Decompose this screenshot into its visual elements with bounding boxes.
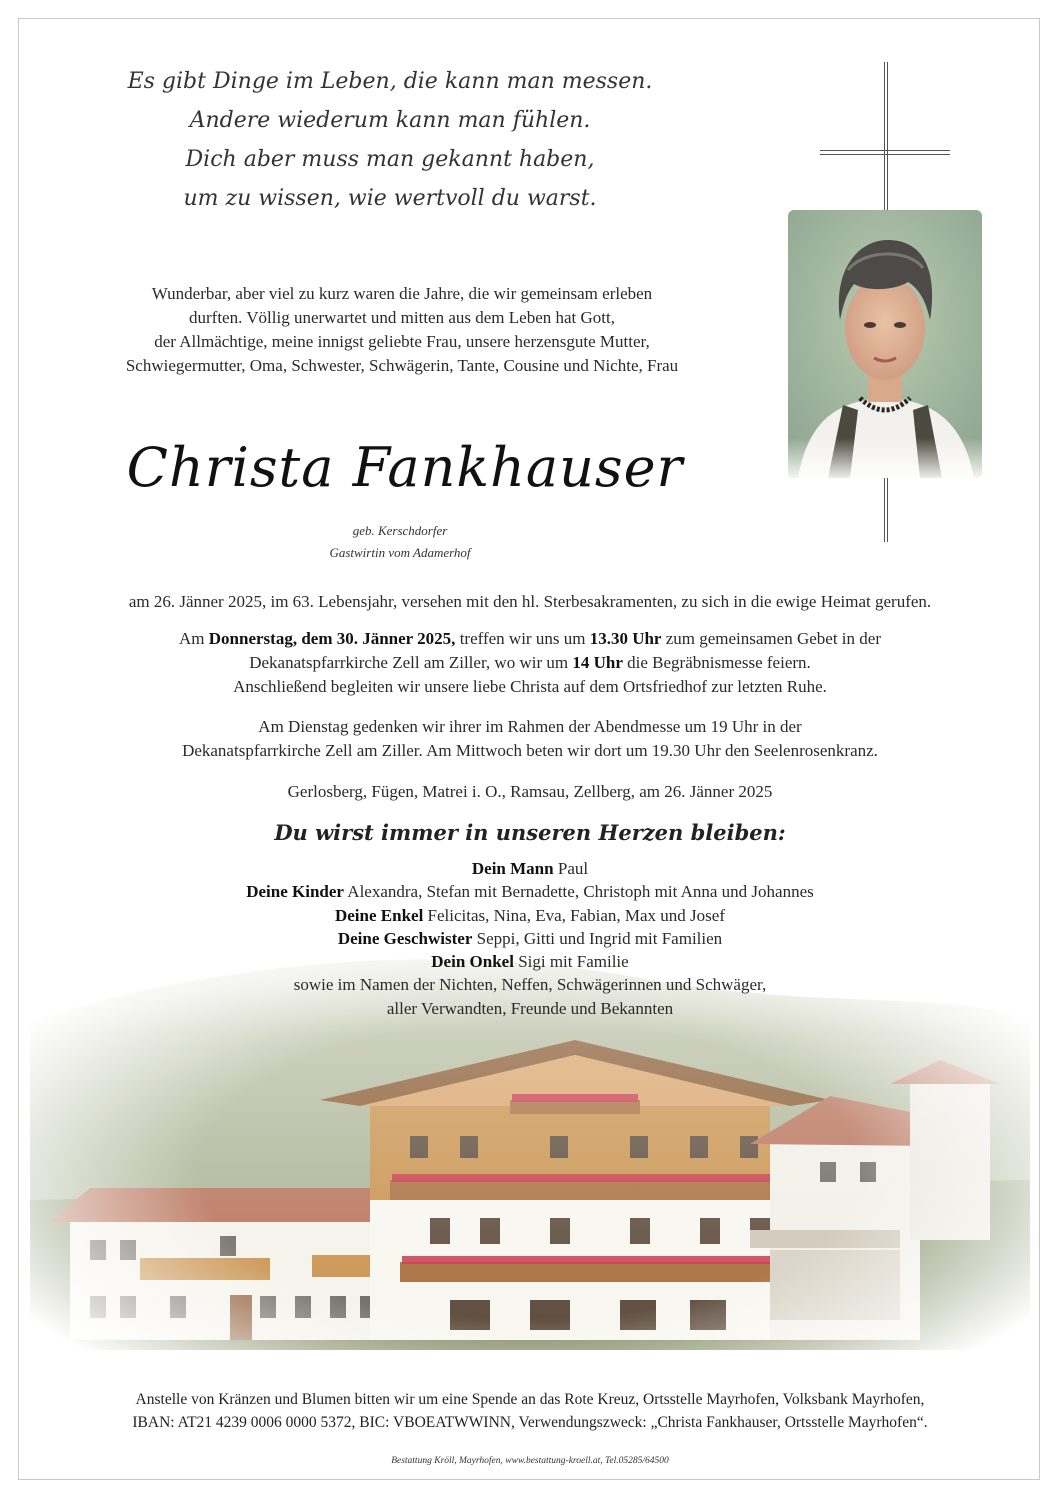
funeral-text: die Begräbnismesse feiern. xyxy=(622,653,811,672)
funeral-home-footer: Bestattung Kröll, Mayrhofen, www.bestattung-kroell.at, Tel.05285/64500 xyxy=(391,1456,669,1466)
funeral-text: treffen wir uns um xyxy=(455,629,590,648)
mourner-relation: Deine Geschwister xyxy=(337,928,473,948)
mourner-relation: Deine Enkel xyxy=(334,905,424,925)
mourner-names: Alexandra, Stefan mit Bernadette, Christoph mit Anna und Johannes xyxy=(343,882,814,902)
mourner-line xyxy=(120,927,940,950)
portrait-illustration xyxy=(788,210,982,478)
mourner-line xyxy=(120,880,940,903)
mass-time: 14 Uhr xyxy=(572,653,623,672)
mourner-line xyxy=(120,950,940,973)
intro-line: der Allmächtige, meine innigst geliebte Frau, unsere herzensgute Mutter, xyxy=(154,332,650,351)
mass-line: Dekanatspfarrkirche Zell am Ziller. Am Mittwoch beten wir dort um 19.30 Uhr den Seelenrosenkranz. xyxy=(182,741,878,760)
deceased-name: Christa Fankhauser xyxy=(126,436,684,499)
death-notice-text: am 26. Jänner 2025, im 63. Lebensjahr, versehen mit den hl. Sterbesakramenten, zu sich in die ewige Heimat gerufen. xyxy=(128,592,932,611)
funeral-date: Donnerstag, dem 30. Jänner 2025, xyxy=(208,629,456,648)
funeral-line-3: Anschließend begleiten wir unsere liebe Christa auf dem Ortsfriedhof zur letzten Ruhe. xyxy=(233,677,827,696)
intro-line: durften. Völlig unerwartet und mitten aus dem Leben hat Gott, xyxy=(189,308,615,327)
donation-line: Anstelle von Kränzen und Blumen bitten wir um eine Spende an das Rote Kreuz, Ortsstelle Mayrhofen, Volksbank Mayrhofen, xyxy=(135,1391,925,1408)
mourner-relation: Dein Mann xyxy=(471,859,554,878)
mourner-names: Seppi, Gitti und Ingrid mit Familien xyxy=(472,928,723,948)
motto: Du wirst immer in unseren Herzen bleiben: xyxy=(274,820,786,845)
funeral-line-1 xyxy=(40,627,1020,651)
mourner-extra: sowie im Namen der Nichten, Neffen, Schwägerinnen und Schwäger, xyxy=(293,975,767,995)
mourner-line xyxy=(120,857,940,880)
funeral-text: zum gemeinsamen Gebet in der xyxy=(661,629,881,648)
mourners-list xyxy=(120,857,940,1020)
prayer-time: 13.30 Uhr xyxy=(589,629,662,648)
poem-line: Dich aber muss man gekannt haben, xyxy=(185,147,595,172)
death-notice xyxy=(40,590,1020,614)
memorial-mass-info xyxy=(40,715,1020,763)
poem-line: um zu wissen, wie wertvoll du warst. xyxy=(183,186,597,211)
funeral-info xyxy=(40,627,1020,699)
funeral-text: Am xyxy=(179,629,209,648)
places-text: Gerlosberg, Fügen, Matrei i. O., Ramsau, Zellberg, am 26. Jänner 2025 xyxy=(287,782,773,801)
mourner-line xyxy=(120,904,940,927)
intro-text xyxy=(82,282,722,378)
mourner-names: Paul xyxy=(553,859,589,878)
places-date xyxy=(40,780,1020,804)
memorial-poem xyxy=(100,62,680,218)
portrait-photo xyxy=(788,210,982,478)
birth-name: geb. Kerschdorfer xyxy=(352,523,448,538)
poem-line: Andere wiederum kann man fühlen. xyxy=(189,108,591,133)
cross-icon-horizontal xyxy=(820,150,950,155)
mass-line: Am Dienstag gedenken wir ihrer im Rahmen der Abendmesse um 19 Uhr in der xyxy=(258,717,802,736)
mourner-relation: Dein Onkel xyxy=(431,952,514,972)
intro-line: Schwiegermutter, Oma, Schwester, Schwägerin, Tante, Cousine und Nichte, Frau xyxy=(125,356,679,375)
deceased-details xyxy=(180,520,620,564)
donation-request xyxy=(40,1388,1020,1434)
mourner-relation: Deine Kinder xyxy=(246,882,344,902)
poem-line: Es gibt Dinge im Leben, die kann man messen. xyxy=(127,69,653,94)
funeral-text: Dekanatspfarrkirche Zell am Ziller, wo wir um xyxy=(249,653,573,672)
mourner-extra: aller Verwandten, Freunde und Bekannten xyxy=(386,998,674,1018)
donation-line: IBAN: AT21 4239 0006 0000 5372, BIC: VBOEATWWINN, Verwendungszweck: „Christa Fankhauser, Ortsstelle Mayrhofen“. xyxy=(132,1414,928,1431)
funeral-line-2 xyxy=(40,651,1020,675)
mourner-names: Sigi mit Familie xyxy=(513,952,629,972)
occupation: Gastwirtin vom Adamerhof xyxy=(329,545,471,560)
intro-line: Wunderbar, aber viel zu kurz waren die Jahre, die wir gemeinsam erleben xyxy=(151,284,653,303)
mourner-names: Felicitas, Nina, Eva, Fabian, Max und Josef xyxy=(423,905,725,925)
